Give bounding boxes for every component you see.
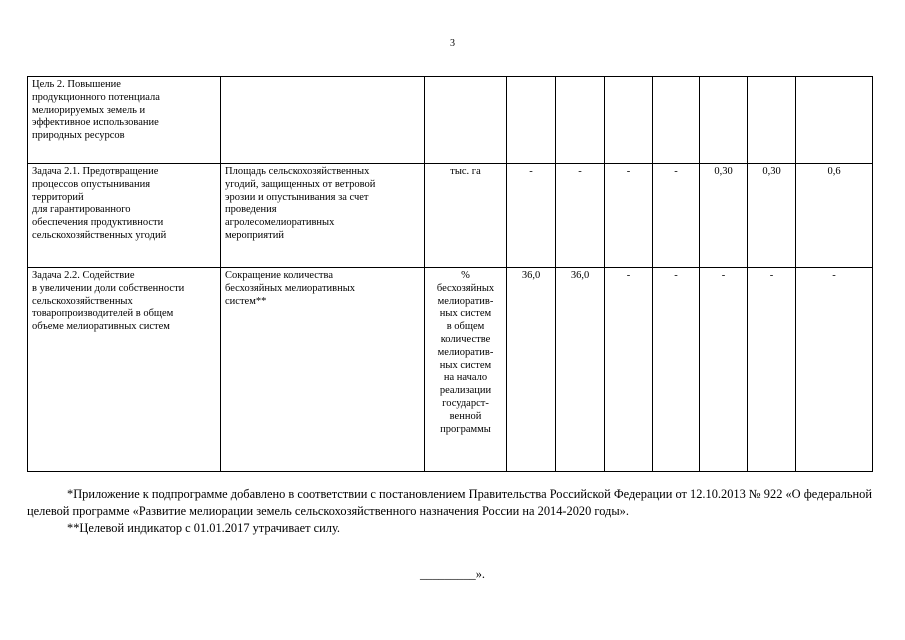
unit-cell: тыс. га bbox=[425, 164, 507, 268]
value-cell bbox=[796, 77, 873, 164]
value-cell: 0,30 bbox=[700, 164, 748, 268]
indicators-table bbox=[27, 76, 873, 472]
indicator-cell bbox=[221, 77, 425, 164]
value-cell: - bbox=[605, 164, 653, 268]
document-ending: _________». bbox=[419, 567, 486, 581]
value-cell: - bbox=[796, 268, 873, 472]
value-cell: - bbox=[605, 268, 653, 472]
task-cell: Задача 2.2. Содействие в увеличении доли собственности сельскохозяйственных товаропроизводителей в общем объеме мелиоративных систем bbox=[28, 268, 221, 472]
table-row-task-2-1 bbox=[28, 164, 873, 268]
task-cell: Задача 2.1. Предотвращение процессов опустынивания территорий для гарантированного обеспечения продуктивности сельскохозяйственных угодий bbox=[28, 164, 221, 268]
value-cell bbox=[748, 77, 796, 164]
value-cell bbox=[556, 77, 605, 164]
unit-cell: % бесхозяйных мелиоратив- ных систем в общем количестве мелиоратив- ных систем на начало реализации государст- венной программы bbox=[425, 268, 507, 472]
value-cell: 36,0 bbox=[556, 268, 605, 472]
table-row-goal-2 bbox=[28, 77, 873, 164]
value-cell bbox=[653, 77, 700, 164]
value-cell: - bbox=[700, 268, 748, 472]
footnotes bbox=[27, 486, 872, 537]
unit-cell bbox=[425, 77, 507, 164]
value-cell: - bbox=[507, 164, 556, 268]
value-cell: - bbox=[653, 164, 700, 268]
table-row-task-2-2 bbox=[28, 268, 873, 472]
value-cell: 0,30 bbox=[748, 164, 796, 268]
value-cell bbox=[605, 77, 653, 164]
page-number: 3 bbox=[450, 38, 455, 49]
value-cell: - bbox=[653, 268, 700, 472]
value-cell: - bbox=[748, 268, 796, 472]
footnote-2: **Целевой индикатор с 01.01.2017 утрачивает силу. bbox=[67, 521, 340, 535]
value-cell: 36,0 bbox=[507, 268, 556, 472]
value-cell bbox=[507, 77, 556, 164]
value-cell bbox=[700, 77, 748, 164]
value-cell: - bbox=[556, 164, 605, 268]
value-cell: 0,6 bbox=[796, 164, 873, 268]
footnote-1: *Приложение к подпрограмме добавлено в соответствии с постановлением Правительства Российской Федерации от 12.10.2013 № 922 «О федеральной целевой программе «Развитие мелиорации земель сельскохозяйственного назначения России на 2014-2020 годы». bbox=[27, 487, 872, 518]
indicator-cell: Сокращение количества бесхозяйных мелиоративных систем** bbox=[221, 268, 425, 472]
task-cell: Цель 2. Повышение продукционного потенциала мелиорируемых земель и эффективное использование природных ресурсов bbox=[28, 77, 221, 164]
indicator-cell: Площадь сельскохозяйственных угодий, защищенных от ветровой эрозии и опустынивания за счет проведения агролесомелиоративных мероприятий bbox=[221, 164, 425, 268]
